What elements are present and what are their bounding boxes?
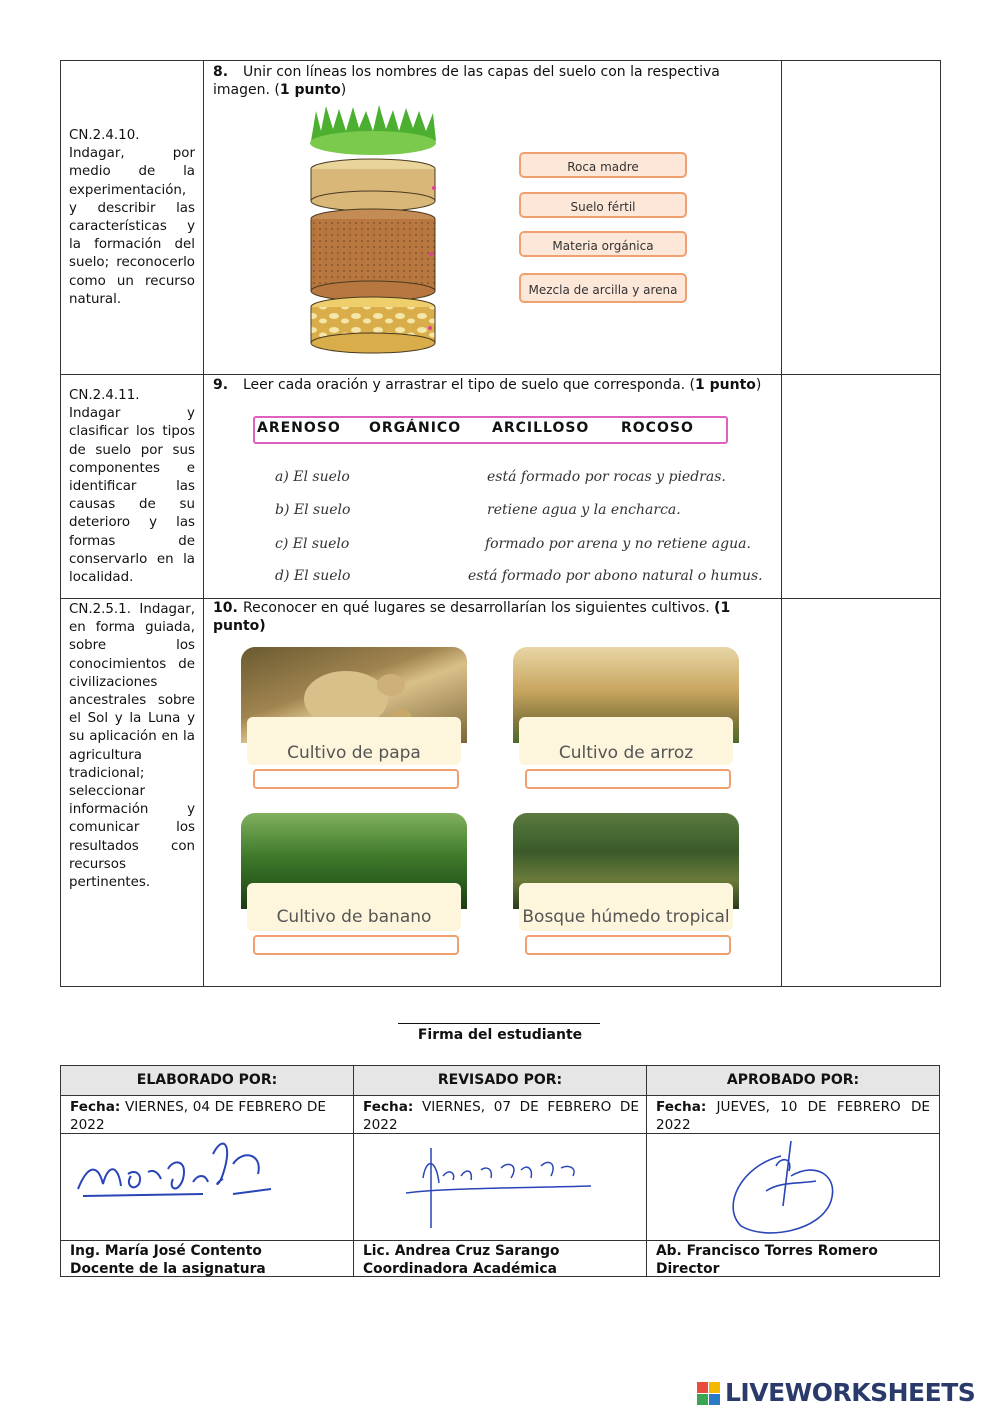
crop-answer-box[interactable] [253, 935, 459, 955]
liveworksheets-wordmark: LIVEWORKSHEETS [725, 1378, 976, 1407]
layer-label-suelo-fertil[interactable]: Suelo fértil [519, 192, 687, 218]
sentence-prefix: b) El suelo [275, 502, 351, 518]
student-signature-line [398, 1023, 600, 1024]
approval-table [60, 1065, 940, 1277]
crop-label: Bosque húmedo tropical [522, 907, 730, 927]
crop-card-papa [241, 647, 467, 792]
soil-types-bank [253, 416, 728, 444]
crop-answer-box[interactable] [525, 935, 731, 955]
sentence-suffix: está formado por rocas y piedras. [487, 469, 726, 485]
liveworksheets-logo[interactable] [697, 1380, 997, 1410]
date-cell [656, 1098, 930, 1134]
sentence-prefix: d) El suelo [275, 568, 351, 584]
column-divider [781, 61, 782, 986]
question-instruction: Reconocer en qué lugares se desarrollarían los siguientes cultivos. [243, 600, 715, 616]
date-value: VIERNES, 04 DE FEBRERO DE 2022 [70, 1099, 326, 1133]
crop-label: Cultivo de banano [276, 907, 432, 927]
crop-label: Cultivo de papa [287, 743, 421, 763]
date-value: VIERNES, 07 DE FEBRERO DE 2022 [363, 1099, 639, 1133]
layer-label-roca-madre[interactable]: Roca madre [519, 152, 687, 178]
question-number: 10. [213, 600, 238, 616]
column-header: ELABORADO POR: [61, 1066, 353, 1095]
row-divider [61, 1095, 939, 1096]
column-divider [353, 1066, 354, 1276]
crop-answer-box[interactable] [525, 769, 731, 789]
student-signature-label: Firma del estudiante [417, 1027, 583, 1043]
sentence-prefix: c) El suelo [275, 536, 350, 552]
question-instruction: Leer cada oración y arrastrar el tipo de suelo que corresponda. ( [243, 377, 696, 393]
crop-card-bosque [513, 813, 739, 958]
signer-cell [70, 1242, 340, 1278]
question-close: ) [755, 377, 762, 393]
row-divider [61, 1240, 939, 1241]
signer-name: Ing. María José Contento [70, 1243, 262, 1259]
question-heading [213, 63, 773, 99]
signer-cell [656, 1242, 926, 1278]
date-cell [70, 1098, 326, 1134]
question-number: 9. [213, 377, 229, 393]
row-divider [61, 374, 940, 375]
date-label: Fecha: [70, 1099, 121, 1115]
competency-text: CN.2.5.1. Indagar, en forma guiada, sobre los conocimientos de civilizaciones ancestrales sobre el Sol y la Luna y su aplicación en la agricultura tradicional; seleccionar información y comunicar los resultados con recursos pertinentes. [69, 602, 195, 891]
sentence-suffix: está formado por abono natural o humus. [468, 568, 763, 584]
signer-role: Coordinadora Académica [363, 1261, 557, 1277]
signature-torres [721, 1136, 851, 1238]
signer-role: Docente de la asignatura [70, 1261, 266, 1277]
signer-name: Ab. Francisco Torres Romero [656, 1243, 878, 1259]
date-cell [363, 1098, 639, 1134]
question-points: 1 punto [279, 82, 341, 98]
sentence-suffix: retiene agua y la encharca. [487, 502, 681, 518]
soil-type-rocoso[interactable]: ROCOSO [621, 420, 694, 436]
soil-layers-illustration [306, 101, 441, 356]
question-points: 1 punto [695, 377, 756, 393]
crop-card-arroz [513, 647, 739, 792]
signer-role: Director [656, 1261, 720, 1277]
sentence-suffix: formado por arena y no retiene agua. [485, 536, 751, 552]
soil-type-arcilloso[interactable]: ARCILLOSO [492, 420, 590, 436]
date-label: Fecha: [656, 1099, 707, 1115]
questions-table [60, 60, 941, 987]
layer-label-materia-organica[interactable]: Materia orgánica [519, 231, 687, 257]
date-value: JUEVES, 10 DE FEBRERO DE 2022 [656, 1099, 930, 1133]
column-divider [646, 1066, 647, 1276]
question-points: (1 punto) [213, 600, 731, 634]
sentence-prefix: a) El suelo [275, 469, 350, 485]
liveworksheets-icon [697, 1382, 721, 1406]
crop-answer-box[interactable] [253, 769, 459, 789]
column-header: APROBADO POR: [647, 1066, 939, 1095]
question-close: ) [340, 82, 347, 98]
crop-card-banano [241, 813, 467, 958]
layer-label-mezcla[interactable]: Mezcla de arcilla y arena [519, 273, 687, 303]
signature-cruz [401, 1138, 601, 1233]
soil-type-arenoso[interactable]: ARENOSO [257, 420, 341, 436]
column-divider [203, 61, 204, 986]
question-instruction: Unir con líneas los nombres de las capas del suelo con la respectiva imagen. ( [213, 64, 720, 98]
soil-type-organico[interactable]: ORGÁNICO [369, 420, 462, 436]
crop-label: Cultivo de arroz [558, 743, 694, 763]
signature-contento [73, 1134, 273, 1214]
question-number: 8. [213, 64, 229, 80]
signer-name: Lic. Andrea Cruz Sarango [363, 1243, 560, 1259]
question-heading [213, 599, 773, 635]
signer-cell [363, 1242, 633, 1278]
date-label: Fecha: [363, 1099, 414, 1115]
question-heading [213, 376, 773, 394]
competency-text: CN.2.4.11. Indagar y clasificar los tipos de suelo por sus componentes e identificar las causas de su deterioro y las formas de conservarlo en la localidad. [69, 388, 195, 586]
column-header: REVISADO POR: [354, 1066, 646, 1095]
competency-text: CN.2.4.10. Indagar, por medio de la experimentación, y describir las características y la formación del suelo; reconocerlo como un recurso natural. [69, 128, 195, 307]
